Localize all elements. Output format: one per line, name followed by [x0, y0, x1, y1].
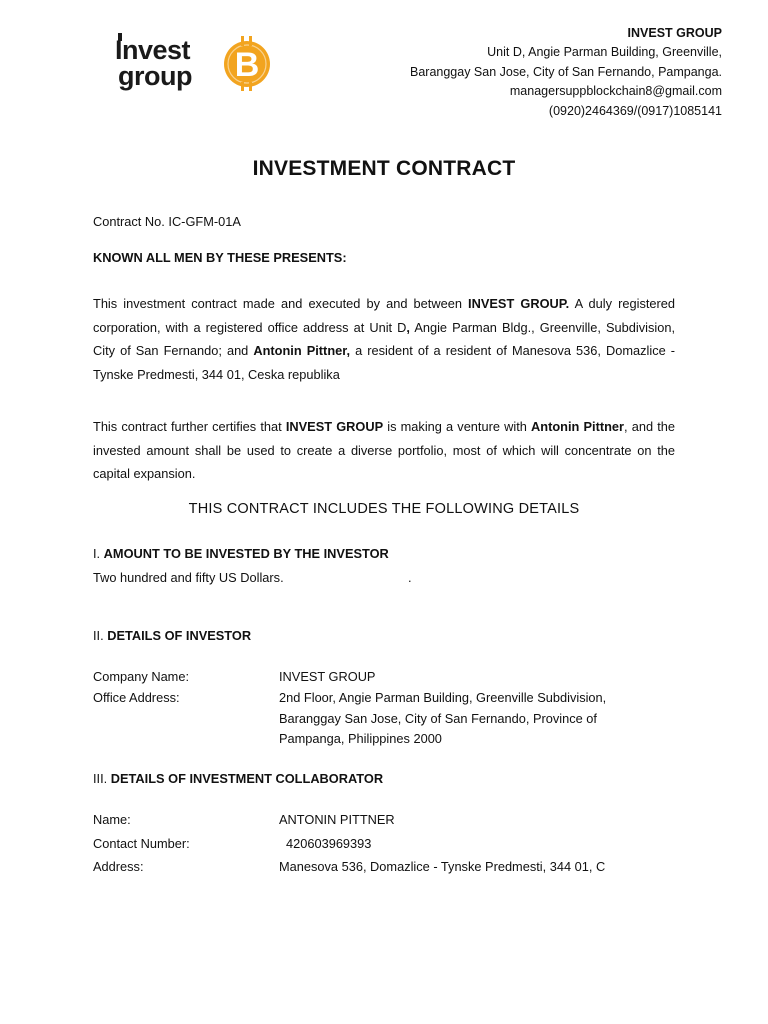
section2-title: DETAILS OF INVESTOR: [107, 628, 252, 643]
company-name-label: Company Name:: [93, 669, 190, 684]
para1-text1: This investment contract made and executed by and between: [93, 296, 469, 311]
para2-text2: is making a venture with: [383, 419, 532, 434]
para2-text1: This contract further certifies that: [93, 419, 286, 434]
section2-heading: [93, 624, 251, 648]
collaborator-name-value: ANTONIN PITTNER: [279, 812, 395, 827]
section2-number: II.: [93, 628, 108, 643]
office-address-line3: Pampanga, Philippines 2000: [279, 731, 442, 746]
header-email: managersuppblockchain8@gmail.com: [509, 84, 722, 99]
section1-number: I.: [93, 546, 104, 561]
para1-bold2: ,: [406, 319, 410, 335]
section1-heading: [93, 542, 389, 566]
section3-heading: [93, 767, 383, 791]
para2-bold2: Antonin Pittner: [531, 419, 625, 434]
para2-bold1: INVEST GROUP: [285, 419, 384, 434]
para2-text3: , and the invested amount shall be used to create a diverse portfolio, most of which will concentrate on the capital expansion.: [93, 419, 675, 481]
details-subtitle: THIS CONTRACT INCLUDES THE FOLLOWING DETAILS: [188, 501, 580, 517]
company-logo: [115, 31, 275, 95]
known-all-heading: KNOWN ALL MEN BY THESE PRESENTS:: [93, 250, 347, 265]
collaborator-address-label: Address:: [93, 859, 144, 874]
section1-title: AMOUNT TO BE INVESTED BY THE INVESTOR: [103, 546, 389, 561]
bitcoin-coin-icon: [223, 33, 271, 91]
para1-text3: Angie Parman Bldg., Greenville, Subdivision, City of San Fernando; and: [93, 319, 675, 358]
collaborator-name-label: Name:: [93, 812, 131, 827]
para1-text2: A duly registered corporation, with a registered office address at Unit D: [93, 296, 676, 335]
contract-number: Contract No. IC-GFM-01A: [93, 214, 241, 229]
header-address-line2: Baranggay San Jose, City of San Fernando, Pampanga.: [410, 64, 722, 79]
header-phones: (0920)2464369/(0917)1085141: [548, 103, 722, 118]
logo-word-top: Invest: [115, 35, 191, 65]
para1-bold1: INVEST GROUP.: [468, 296, 570, 311]
logo-symbol: B: [234, 46, 260, 84]
paragraph-parties: [93, 292, 675, 386]
section3-title: DETAILS OF INVESTMENT COLLABORATOR: [110, 771, 384, 786]
company-name-value: INVEST GROUP: [279, 669, 376, 684]
para1-bold3: Antonin Pittner,: [253, 343, 351, 358]
header-company: INVEST GROUP: [627, 26, 722, 40]
para1-text4: a resident of a resident of Manesova 536, Domazlice - Tynske Predmesti, 344 01, Ceska republika: [93, 343, 675, 382]
paragraph-venture: [93, 415, 675, 486]
office-address-line1: 2nd Floor, Angie Parman Building, Greenville Subdivision,: [279, 690, 607, 705]
contact-number-value: 420603969393: [286, 836, 372, 851]
office-address-line2: Baranggay San Jose, City of San Fernando, Province of: [279, 710, 597, 726]
section1-trailing-dot: .: [408, 570, 412, 585]
collaborator-address-value: Manesova 536, Domazlice - Tynske Predmesti, 344 01, C: [279, 859, 606, 874]
header-address-line1: Unit D, Angie Parman Building, Greenville,: [487, 45, 722, 60]
document-title: INVESTMENT CONTRACT: [252, 157, 516, 180]
section3-number: III.: [93, 771, 111, 786]
office-address-label: Office Address:: [93, 690, 180, 705]
section1-amount: Two hundred and fifty US Dollars.: [93, 570, 284, 585]
office-address-value: [279, 688, 679, 750]
contact-number-label: Contact Number:: [93, 836, 190, 851]
logo-word-bottom: group: [118, 61, 192, 91]
letterhead: [410, 24, 722, 121]
